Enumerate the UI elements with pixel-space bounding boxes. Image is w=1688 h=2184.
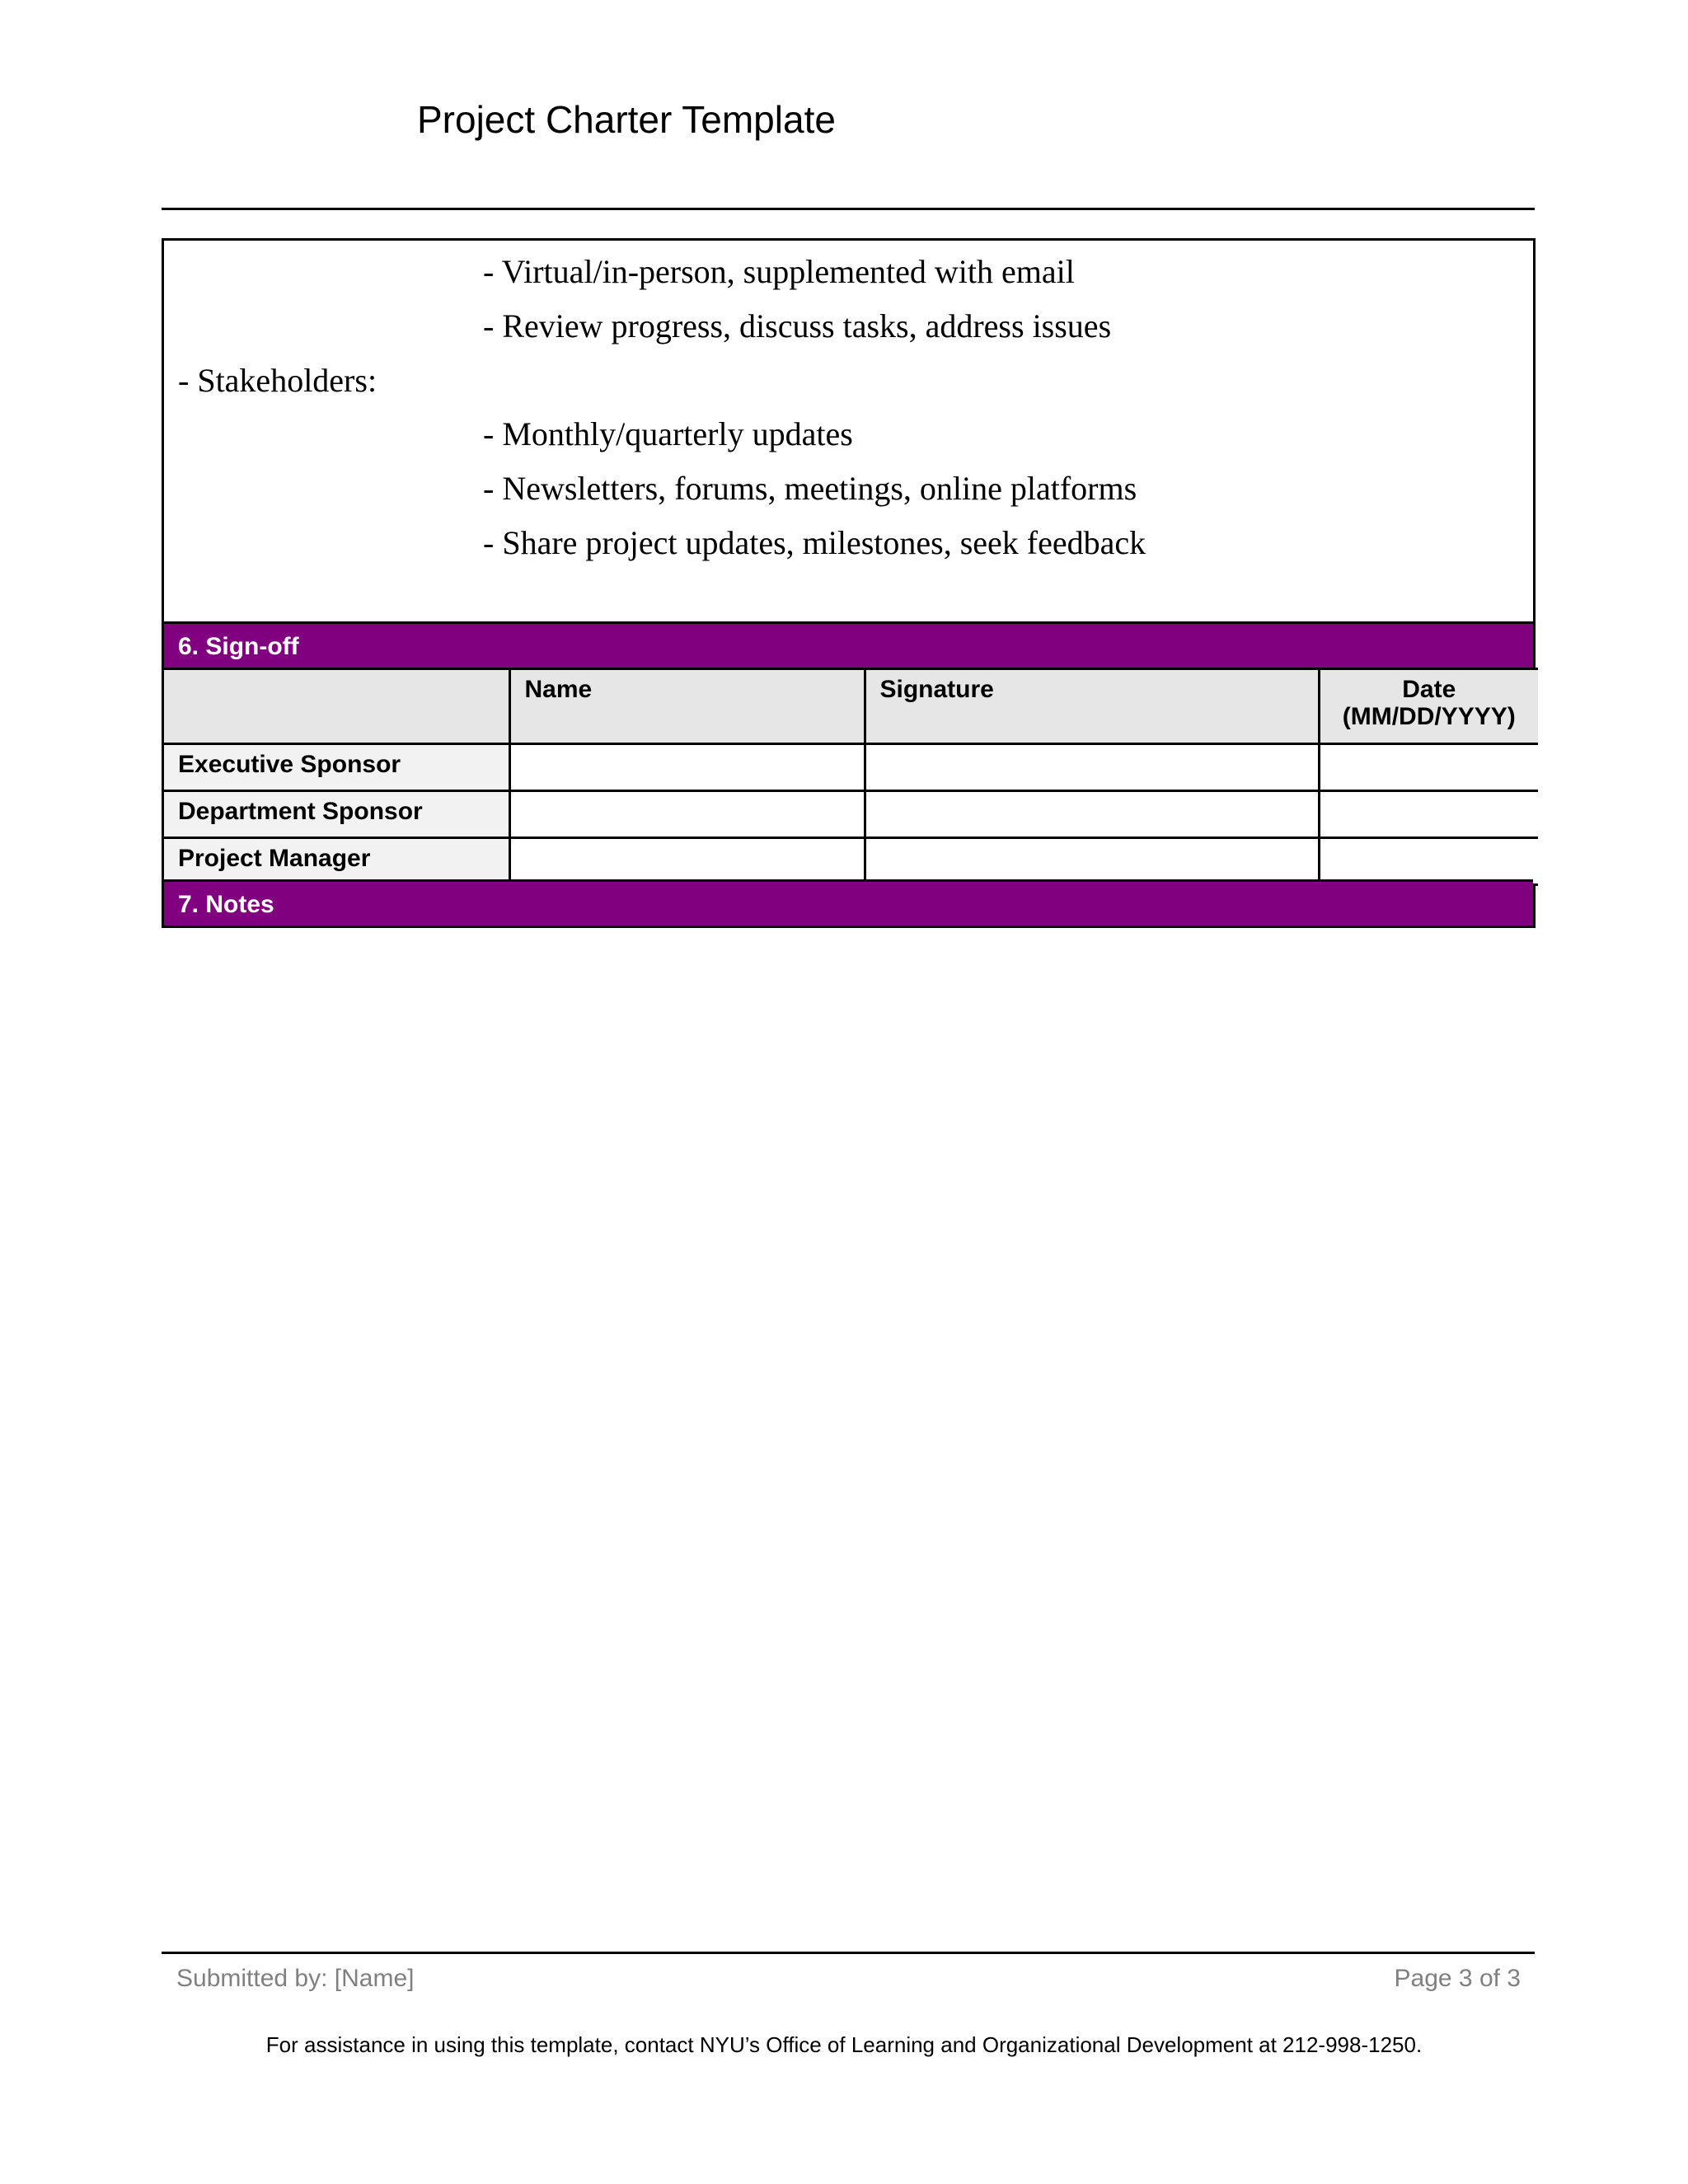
signature-field[interactable] <box>865 744 1319 791</box>
footer-divider <box>162 1952 1535 1954</box>
date-field[interactable] <box>1319 838 1538 885</box>
communication-line: - Monthly/quarterly updates <box>483 415 853 452</box>
name-field[interactable] <box>509 838 865 885</box>
notes-section-header: 7. Notes <box>164 879 1533 926</box>
communication-line: - Stakeholders: <box>178 362 377 399</box>
communication-line: - Newsletters, forums, meetings, online platforms <box>483 470 1137 507</box>
header-divider <box>162 208 1535 210</box>
communication-line: - Share project updates, milestones, seek feedback <box>483 524 1146 561</box>
date-column-header <box>1319 669 1538 744</box>
name-column-header: Name <box>509 669 865 744</box>
signoff-header-row <box>164 669 1538 744</box>
date-field[interactable] <box>1319 791 1538 838</box>
communication-line: - Review progress, discuss tasks, address issues <box>483 307 1112 344</box>
charter-table <box>162 238 1536 928</box>
signature-field[interactable] <box>865 838 1319 885</box>
signoff-table <box>164 668 1538 886</box>
role-cell: Department Sponsor <box>164 791 509 838</box>
table-row <box>164 744 1538 791</box>
signature-field[interactable] <box>865 791 1319 838</box>
role-cell: Executive Sponsor <box>164 744 509 791</box>
document-title: Project Charter Template <box>417 98 836 141</box>
assistance-note: For assistance in using this template, contact NYU’s Office of Learning and Organizational Development at 212-998-1250. <box>265 2032 1423 2057</box>
role-column-header <box>164 669 509 744</box>
communication-line: - Virtual/in-person, supplemented with email <box>483 253 1075 290</box>
name-field[interactable] <box>509 791 865 838</box>
date-column-label: Date <box>1402 676 1456 703</box>
table-row <box>164 838 1538 885</box>
date-field[interactable] <box>1319 744 1538 791</box>
page-number: Page 3 of 3 <box>1394 1965 1521 1992</box>
communication-plan-cell <box>164 241 1533 621</box>
signature-column-header: Signature <box>865 669 1319 744</box>
date-format-label: (MM/DD/YYYY) <box>1342 703 1516 730</box>
role-cell: Project Manager <box>164 838 509 885</box>
name-field[interactable] <box>509 744 865 791</box>
signoff-section-header: 6. Sign-off <box>164 621 1533 668</box>
table-row <box>164 791 1538 838</box>
submitted-by-text: Submitted by: [Name] <box>176 1965 415 1992</box>
